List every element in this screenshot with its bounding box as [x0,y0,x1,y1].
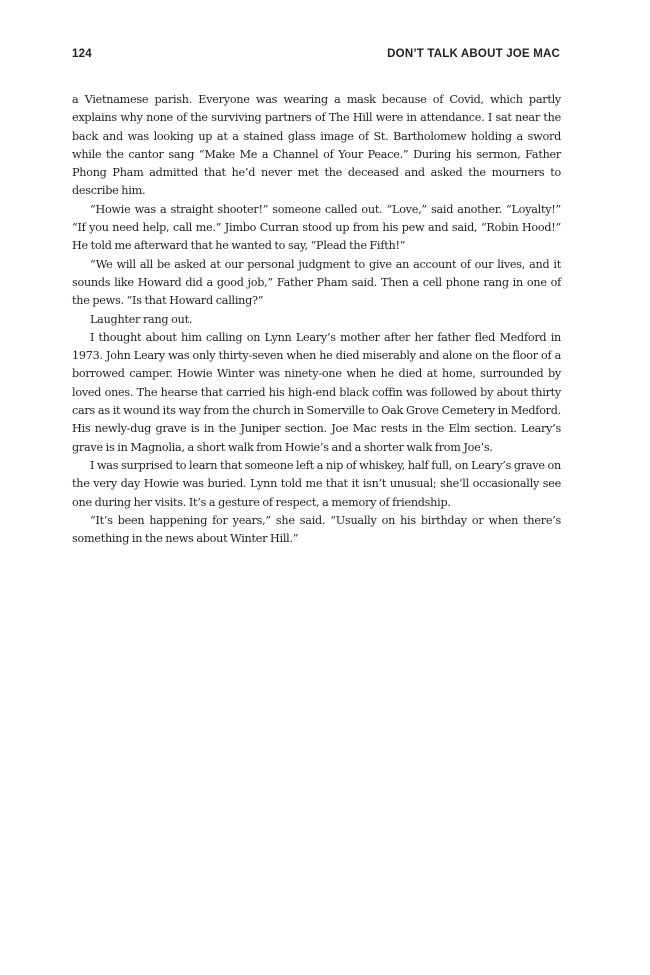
paragraph: “It’s been happening for years,” she said. “Usually on his birthday or when there’s something in the news about Winter Hill.” [72,513,561,546]
paragraph-continued: a Vietnamese parish. Everyone was wearing a mask because of Covid, which partly explains why none of the surviving partners of The Hill were in attendance. I sat near the back and was looking up at a stained glass image of St. Bartholomew holding a sword while the cantor sang “Make Me a Channel of Your Peace.” During his sermon, Father Phong Pham admitted that he’d never met the deceased and asked the mourners to describe him. [72,93,561,198]
paragraph: “Howie was a straight shooter!” someone called out. “Love,” said another. “Loyalty!” “If you need help, call me.” Jimbo Curran stood up from his pew and said, “Robin Hood!” He told me afterward that he wanted to say, “Plead the Fifth!” [72,202,561,253]
body-text [72,91,561,548]
paragraph: “We will all be asked at our personal judgment to give an account of our lives, and it sounds like Howard did a good job,” Father Pham said. Then a cell phone rang in one of the pews. “Is that Howard calling?” [72,257,561,308]
paragraph: I thought about him calling on Lynn Leary’s mother after her father fled Medford in 1973. John Leary was only thirty-seven when he died miserably and alone on the floor of a borrowed camper. Howie Winter was ninety-one when he died at home, surrounded by loved ones. The hearse that carried his high-end black coffin was followed by about thirty cars as it wound its way from the church in Somerville to Oak Grove Cemetery in Medford. His newly-dug grave is in the Juniper section. Joe Mac rests in the Elm section. Leary’s grave is in Magnolia, a short walk from Howie’s and a shorter walk from Joe’s. [72,330,561,454]
page-number: 124 [72,48,92,60]
running-header [72,48,560,64]
paragraph: I was surprised to learn that someone left a nip of whiskey, half full, on Leary’s grave on the very day Howie was buried. Lynn told me that it isn’t unusual; she’ll occasionally see one during her visits. It’s a gesture of respect, a memory of friendship. [72,458,561,509]
running-title: DON’T TALK ABOUT JOE MAC [387,48,560,60]
paragraph: Laughter rang out. [90,312,193,326]
